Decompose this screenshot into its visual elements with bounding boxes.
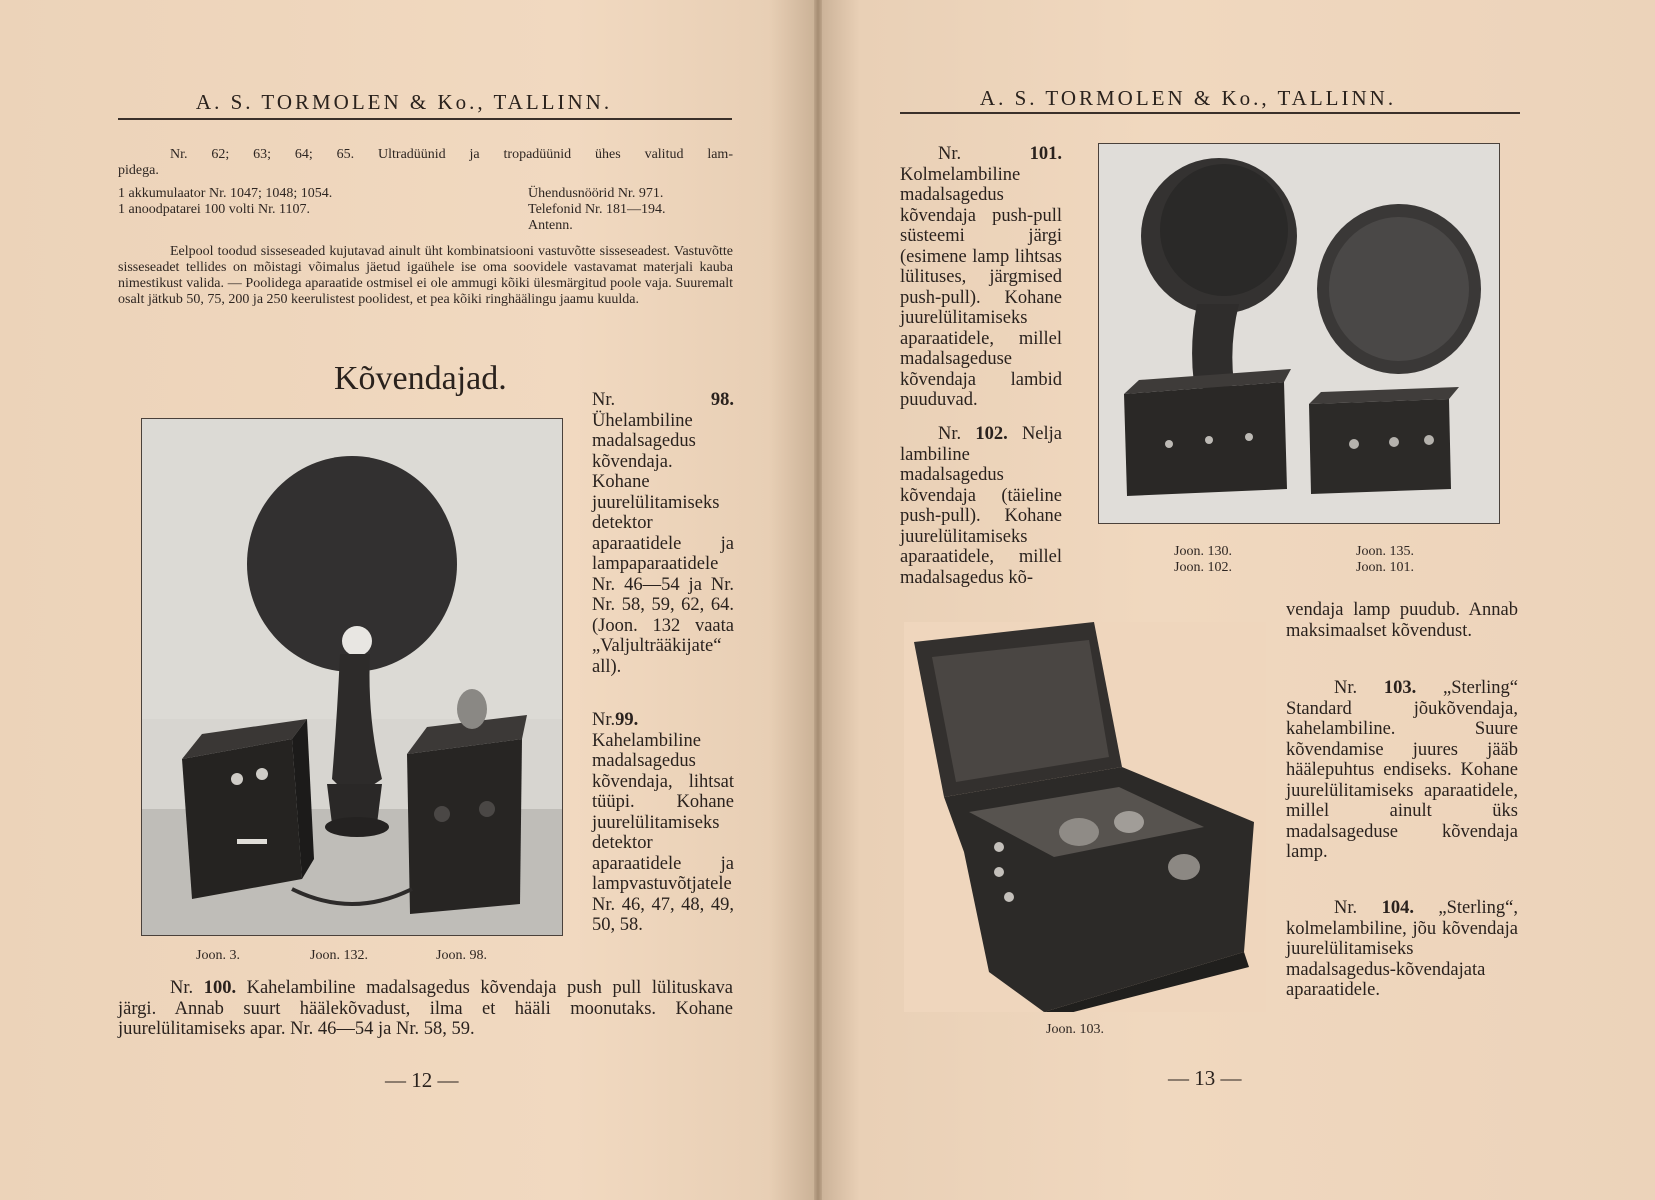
figure-caption: Joon. 132. — [310, 948, 368, 963]
page-header: A. S. TORMOLEN & Ko., TALLINN. — [979, 86, 1397, 110]
item-text: Kolmelambiline madalsagedus kõvendaja push-pull süsteemi järgi (esimene lamp lihtsas lülituses, järgmised push-pull). Kohane juurelülitamiseks aparaatidele, millel madalsageduse kõvendaja lambid puuduvad. — [900, 164, 1062, 410]
parts-list-item: Antenn. — [528, 218, 573, 233]
item-number: 99. — [615, 710, 639, 730]
item-number: 101. — [1029, 144, 1062, 164]
item-99-description — [592, 710, 734, 936]
item-label: Nr. — [592, 390, 711, 410]
item-text: Kahelambiline madalsagedus kõvendaja, lihtsat tüüpi. Kohane juurelülitamiseks detektor aparaatidele ja lampvastuvõtjatele Nr. 46, 47, 48, 49, 50, 58. — [592, 730, 734, 935]
caption-line: Joon. 130. — [1174, 544, 1232, 559]
figure-caption — [1356, 544, 1414, 576]
parts-list-left — [118, 186, 478, 218]
figure-caption: Joon. 98. — [436, 948, 487, 963]
parts-list-item: 1 akkumulaator Nr. 1047; 1048; 1054. — [118, 186, 333, 201]
item-number: 100. — [203, 978, 237, 998]
item-label: Nr. — [938, 144, 1030, 164]
intro-line-1: Nr. 62; 63; 64; 65. Ultradüünid ja tropadüünid ühes valitud lam- — [170, 147, 733, 162]
item-number: 98. — [710, 390, 734, 410]
item-number: 102. — [975, 424, 1008, 444]
intro-line — [118, 147, 733, 179]
caption-line: Joon. 135. — [1356, 544, 1414, 559]
parts-list-right — [528, 186, 728, 234]
amplifier-photo-top — [1098, 143, 1500, 524]
item-number: 104. — [1381, 898, 1414, 918]
header-rule — [118, 118, 732, 120]
item-label: Nr. — [170, 978, 204, 998]
item-text: „Sterling“ Standard jõukõvendaja, kahelambiline. Suure kõvendamise juures jääb häälepuhtus endiseks. Kohane juurelülitamiseks aparaatidele, millel ainult üks madalsageduse kõvendaja lamp. — [1286, 678, 1518, 862]
header-rule — [900, 112, 1520, 114]
parts-list-item: Telefonid Nr. 181—194. — [528, 202, 666, 217]
parts-list-item: Ühendusnöörid Nr. 971. — [528, 186, 664, 201]
item-label: Nr. — [592, 710, 616, 730]
page-number: — 12 — — [385, 1068, 459, 1092]
intro-line-2: pidega. — [118, 163, 159, 178]
item-102-continuation: vendaja lamp puudub. Annab maksimaalset kõvendust. — [1286, 600, 1518, 641]
parts-list-item: 1 anoodpatarei 100 volti Nr. 1107. — [118, 202, 310, 217]
intro-paragraph: Eelpool toodud sisseseaded kujutavad ainult üht kombinatsiooni vastuvõtte sisseseadest. Vastuvõtte sisseseadet tellides on mõistagi võimalus jäetud igaühele ise oma soovidele vastavamat materjali kauba nimestikust valida. — Poolidega aparaatide ostmisel ei ole ammugi kõiki ülesmärgitud poole vaja. Suuremalt osalt jätkub 50, 75, 200 ja 250 keerulistest poolidest, et pea kõiki ringhäälingu jaamu kuulda. — [118, 244, 733, 307]
item-label: Nr. — [938, 424, 976, 444]
caption-line: Joon. 102. — [1174, 560, 1232, 575]
amplifier-photo-left — [141, 418, 563, 936]
right-page — [818, 0, 1655, 1200]
amplifier-photo-bottom — [904, 622, 1266, 1012]
figure-caption: Joon. 3. — [196, 948, 240, 963]
amplifier-photo-left-drawing — [142, 419, 562, 935]
figure-caption: Joon. 103. — [1046, 1022, 1104, 1037]
left-page — [0, 0, 818, 1200]
item-number: 103. — [1383, 678, 1417, 698]
item-101-description — [900, 144, 1062, 411]
figure-caption — [1174, 544, 1232, 576]
item-text: Ühelambiline madalsagedus kõvendaja. Kohane juurelülitamiseks detektor aparaatidele ja lampaparaatidele Nr. 46—54 ja Nr. Nr. 58, 59, 62, 64. (Joon. 132 vaata „Valjulträäkijate“ all). — [592, 410, 734, 677]
section-title: Kõvendajad. — [334, 360, 507, 397]
item-104-description — [1286, 898, 1518, 1001]
item-label: Nr. — [1334, 678, 1384, 698]
item-103-description — [1286, 678, 1518, 863]
item-text: Kahelambiline madalsagedus kõvendaja push pull lülituskava järgi. Annab suurt häälekõvadust, ilma et hääli moonutaks. Kohane juurelülitamiseks apar. Nr. 46—54 ja Nr. 58, 59. — [118, 978, 733, 1039]
item-text: „Sterling“, kolmelambiline, jõu kõvendaja juurelülitamiseks madalsagedus-kõvendajata aparaatidele. — [1286, 898, 1518, 1000]
item-100-description — [118, 978, 733, 1040]
caption-line: Joon. 101. — [1356, 560, 1414, 575]
item-102-description — [900, 424, 1062, 588]
amplifier-photo-top-drawing — [1099, 144, 1499, 523]
page-header: A. S. TORMOLEN & Ko., TALLINN. — [195, 90, 613, 114]
item-label: Nr. — [1334, 898, 1382, 918]
page-number: — 13 — — [1168, 1066, 1242, 1090]
item-98-description — [592, 390, 734, 677]
book-gutter — [814, 0, 822, 1200]
item-text: Nelja lambiline madalsagedus kõvendaja (täieline push-pull). Kohane juurelülitamiseks aparaatidele, millel madalsagedus kõ- — [900, 424, 1062, 588]
amplifier-photo-bottom-drawing — [904, 622, 1266, 1012]
